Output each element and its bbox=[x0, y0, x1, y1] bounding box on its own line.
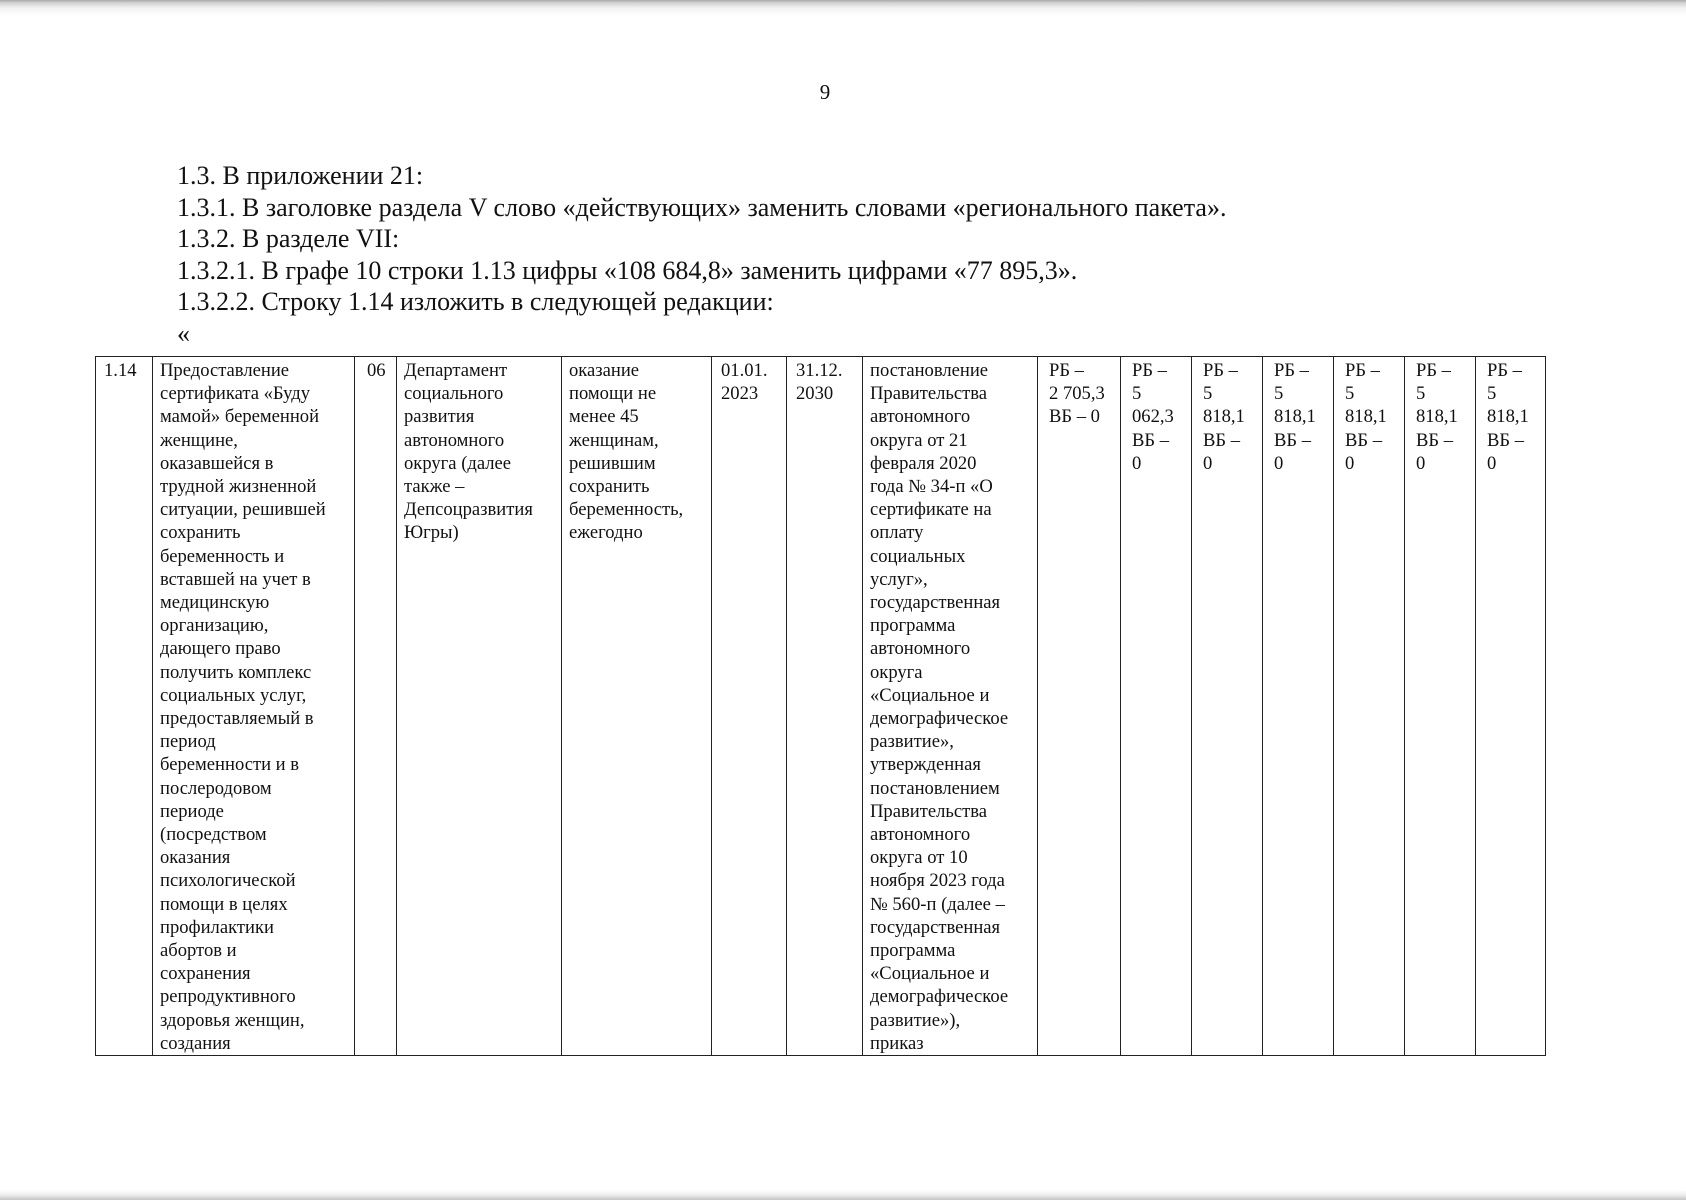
cell-line: 0 bbox=[1274, 452, 1284, 474]
cell-line: РБ – bbox=[1487, 360, 1522, 381]
amendment-line: 1.3.2. В разделе VII: bbox=[177, 224, 400, 253]
cell-line: социальных услуг, bbox=[160, 684, 307, 706]
cell-line: Правительства bbox=[870, 800, 988, 822]
end-date-cell bbox=[787, 357, 863, 1056]
cell-line: развитие», bbox=[870, 731, 954, 753]
cell-line: 2030 bbox=[796, 383, 834, 405]
cell-line: 5 bbox=[1203, 383, 1213, 405]
cell-line: помощи в целях bbox=[160, 893, 288, 915]
cell-line: утвержденная bbox=[870, 754, 981, 776]
cell-line: 818,1 bbox=[1274, 406, 1316, 428]
cell-line: развитие»), bbox=[870, 1009, 961, 1031]
cell-line: услуг», bbox=[870, 568, 928, 590]
cell-line: программа bbox=[870, 940, 956, 962]
financing-cell bbox=[1263, 357, 1334, 1056]
cell-line: ВБ – bbox=[1132, 429, 1170, 451]
cell-line: государственная bbox=[870, 916, 1001, 938]
cell-line: постановлением bbox=[870, 777, 1000, 799]
cell-line: сертификата «Буду bbox=[160, 383, 311, 405]
cell-line: 0 bbox=[1132, 452, 1142, 474]
cell-line: Депсоцразвития bbox=[404, 499, 533, 521]
cell-line: 2 705,3 bbox=[1049, 383, 1105, 405]
cell-line: ВБ – 0 bbox=[1049, 406, 1100, 428]
description-cell bbox=[153, 357, 355, 1056]
row-number-cell bbox=[96, 357, 153, 1056]
cell-line: 5 bbox=[1132, 383, 1142, 405]
cell-line: № 560-п (далее – bbox=[870, 893, 1005, 915]
cell-line: период bbox=[160, 731, 216, 753]
cell-line: вставшей на учет в bbox=[160, 568, 311, 590]
cell-line: мамой» беременной bbox=[160, 406, 320, 428]
cell-line: 0 bbox=[1203, 452, 1213, 474]
cell-line: здоровья женщин, bbox=[160, 1009, 305, 1031]
financing-cell bbox=[1476, 357, 1546, 1056]
cell-line: ежегодно bbox=[569, 522, 643, 544]
cell-line: округа bbox=[870, 661, 923, 683]
cell-line: менее 45 bbox=[569, 406, 639, 428]
cell-line: сертификате на bbox=[870, 499, 992, 521]
cell-line: оказавшейся в bbox=[160, 452, 274, 474]
cell-line: автономного bbox=[870, 406, 971, 428]
cell-line: РБ – bbox=[1132, 360, 1167, 381]
page-number: 9 bbox=[819, 80, 831, 104]
cell-line: 0 bbox=[1345, 452, 1355, 474]
row-number: 1.14 bbox=[104, 360, 137, 381]
cell-line: ситуации, решившей bbox=[160, 499, 326, 521]
cell-line: «Социальное и bbox=[870, 963, 990, 985]
cell-line: создания bbox=[160, 1032, 231, 1054]
financing-cell bbox=[1038, 357, 1121, 1056]
cell-line: автономного bbox=[870, 638, 971, 660]
cell-line: Предоставление bbox=[160, 360, 290, 381]
cell-line: 5 bbox=[1274, 383, 1284, 405]
cell-line: дающего право bbox=[160, 638, 281, 660]
cell-line: ВБ – bbox=[1487, 429, 1525, 451]
cell-line: развития bbox=[404, 406, 475, 428]
cell-line: организацию, bbox=[160, 615, 269, 637]
cell-line: 818,1 bbox=[1203, 406, 1245, 428]
cell-line: (посредством bbox=[160, 824, 267, 846]
cell-line: автономного bbox=[870, 824, 971, 846]
cell-line: периоде bbox=[160, 800, 224, 822]
scan-edge-bottom bbox=[0, 1190, 1686, 1200]
cell-line: ВБ – bbox=[1345, 429, 1383, 451]
cell-line: Югры) bbox=[404, 522, 459, 544]
cell-line: оплату bbox=[870, 522, 924, 544]
amendment-text bbox=[177, 160, 1557, 349]
cell-line: 2023 bbox=[721, 383, 759, 405]
cell-line: ноября 2023 года bbox=[870, 870, 1005, 892]
scan-edge-top bbox=[0, 0, 1686, 16]
cell-line: приказ bbox=[870, 1032, 924, 1054]
cell-line: социальных bbox=[870, 545, 966, 567]
cell-line: предоставляемый в bbox=[160, 708, 314, 730]
cell-line: трудной жизненной bbox=[160, 476, 317, 498]
cell-line: РБ – bbox=[1203, 360, 1238, 381]
department-cell bbox=[397, 357, 562, 1056]
cell-line: округа от 10 bbox=[870, 847, 968, 869]
cell-line: решившим bbox=[569, 452, 656, 474]
cell-line: ВБ – bbox=[1416, 429, 1454, 451]
cell-line: репродуктивного bbox=[160, 986, 296, 1008]
cell-line: 01.01. bbox=[721, 360, 768, 381]
cell-line: получить комплекс bbox=[160, 661, 312, 683]
start-date-cell bbox=[712, 357, 787, 1056]
cell-line: 5 bbox=[1487, 383, 1497, 405]
cell-line: Правительства bbox=[870, 383, 988, 405]
cell-line: 31.12. bbox=[796, 360, 843, 381]
cell-line: программа bbox=[870, 615, 956, 637]
cell-line: послеродовом bbox=[160, 777, 272, 799]
amendment-line: 1.3.1. В заголовке раздела V слово «действующих» заменить словами «регионального пакета». bbox=[177, 192, 1227, 222]
cell-line: беременности и в bbox=[160, 754, 300, 776]
cell-line: округа (далее bbox=[404, 452, 512, 474]
cell-line: медицинскую bbox=[160, 592, 270, 614]
financing-cell bbox=[1192, 357, 1263, 1056]
cell-line: «Социальное и bbox=[870, 684, 990, 706]
cell-line: ВБ – bbox=[1274, 429, 1312, 451]
financing-cell bbox=[1405, 357, 1476, 1056]
cell-line: постановление bbox=[870, 360, 989, 381]
cell-line: также – bbox=[404, 476, 465, 498]
code-cell bbox=[355, 357, 397, 1056]
cell-line: Департамент bbox=[404, 360, 508, 381]
cell-line: РБ – bbox=[1049, 360, 1084, 381]
cell-line: женщине, bbox=[160, 429, 238, 451]
cell-line: оказания bbox=[160, 847, 231, 869]
cell-line: профилактики bbox=[160, 916, 274, 938]
cell-line: 5 bbox=[1416, 383, 1426, 405]
program-table bbox=[95, 356, 1546, 1056]
cell-line: беременность и bbox=[160, 545, 285, 567]
financing-cell bbox=[1334, 357, 1405, 1056]
cell-line: февраля 2020 bbox=[870, 452, 977, 474]
amendment-line: 1.3.2.2. Строку 1.14 изложить в следующей редакции: bbox=[177, 287, 774, 316]
cell-line: демографическое bbox=[870, 986, 1009, 1008]
cell-line: социального bbox=[404, 383, 504, 405]
cell-line: РБ – bbox=[1345, 360, 1380, 381]
table-row bbox=[96, 357, 1546, 1056]
cell-line: 0 bbox=[1487, 452, 1497, 474]
cell-line: 5 bbox=[1345, 383, 1355, 405]
result-cell bbox=[562, 357, 712, 1056]
amendment-line: 1.3. В приложении 21: bbox=[177, 161, 424, 190]
cell-line: государственная bbox=[870, 592, 1001, 614]
cell-line: 0 bbox=[1416, 452, 1426, 474]
amendment-line: 1.3.2.1. В графе 10 строки 1.13 цифры «108 684,8» заменить цифрами «77 895,3». bbox=[177, 255, 1078, 285]
row-code: 06 bbox=[367, 360, 386, 381]
cell-line: 818,1 bbox=[1416, 406, 1458, 428]
cell-line: округа от 21 bbox=[870, 429, 968, 451]
cell-line: автономного bbox=[404, 429, 505, 451]
cell-line: оказание bbox=[569, 360, 640, 381]
cell-line: беременность, bbox=[569, 499, 684, 521]
cell-line: демографическое bbox=[870, 708, 1009, 730]
cell-line: ВБ – bbox=[1203, 429, 1241, 451]
cell-line: женщинам, bbox=[569, 429, 659, 451]
cell-line: 818,1 bbox=[1487, 406, 1529, 428]
cell-line: помощи не bbox=[569, 383, 657, 405]
cell-line: сохранить bbox=[569, 476, 650, 498]
cell-line: 818,1 bbox=[1345, 406, 1387, 428]
cell-line: сохранения bbox=[160, 963, 251, 985]
legal-basis-cell bbox=[863, 357, 1038, 1056]
cell-line: сохранить bbox=[160, 522, 241, 544]
cell-line: 062,3 bbox=[1132, 406, 1174, 428]
cell-line: абортов и bbox=[160, 940, 237, 962]
cell-line: психологической bbox=[160, 870, 296, 892]
financing-cell bbox=[1121, 357, 1192, 1056]
cell-line: РБ – bbox=[1274, 360, 1309, 381]
opening-quote: « bbox=[177, 318, 190, 348]
cell-line: года № 34-п «О bbox=[870, 476, 993, 498]
cell-line: РБ – bbox=[1416, 360, 1451, 381]
